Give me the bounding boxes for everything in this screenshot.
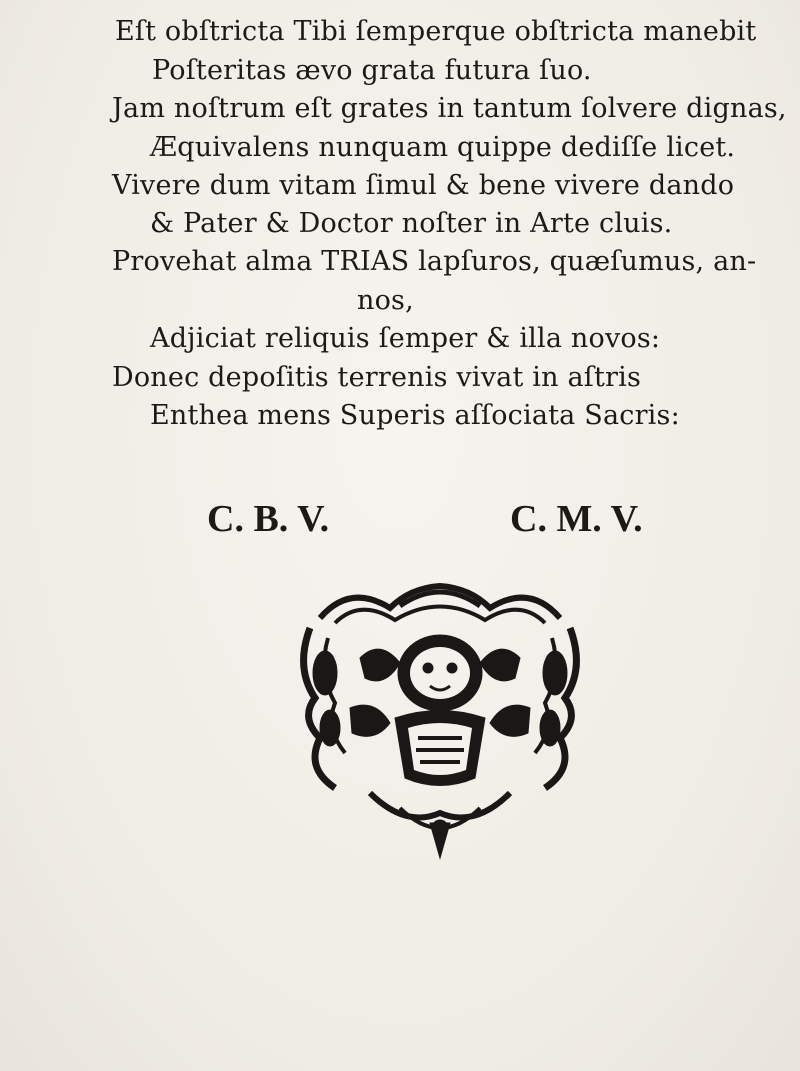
tailpiece-ornament-icon bbox=[290, 578, 590, 863]
verse-line-5: Vivere dum vitam ſimul & bene vivere dando bbox=[112, 170, 735, 201]
verse-line-8: nos, bbox=[357, 285, 414, 316]
verse-line-4: Æquivalens nunquam quippe dediſſe licet. bbox=[150, 132, 736, 163]
verse-line-7: Provehat alma TRIAS lapſuros, quæſumus, an- bbox=[112, 246, 757, 277]
signature-right: C. M. V. bbox=[510, 498, 643, 540]
verse-line-6: & Pater & Doctor noſter in Arte cluis. bbox=[150, 208, 673, 239]
signature-left: C. B. V. bbox=[207, 498, 330, 540]
verse-line-3: Jam noſtrum eſt grates in tantum ſolvere dignas, bbox=[112, 93, 787, 124]
verse-line-10: Donec depoſitis terrenis vivat in aſtris bbox=[112, 362, 642, 393]
verse-line-2: Poſteritas ævo grata futura ſuo. bbox=[152, 55, 592, 86]
signature-initials bbox=[0, 497, 800, 540]
verse-line-11: Enthea mens Superis aſſociata Sacris: bbox=[150, 400, 680, 431]
verse-line-9: Adjiciat reliquis ſemper & illa novos: bbox=[150, 323, 661, 354]
verse-line-1: Eſt obſtricta Tibi ſemperque obſtricta manebit bbox=[115, 16, 757, 47]
